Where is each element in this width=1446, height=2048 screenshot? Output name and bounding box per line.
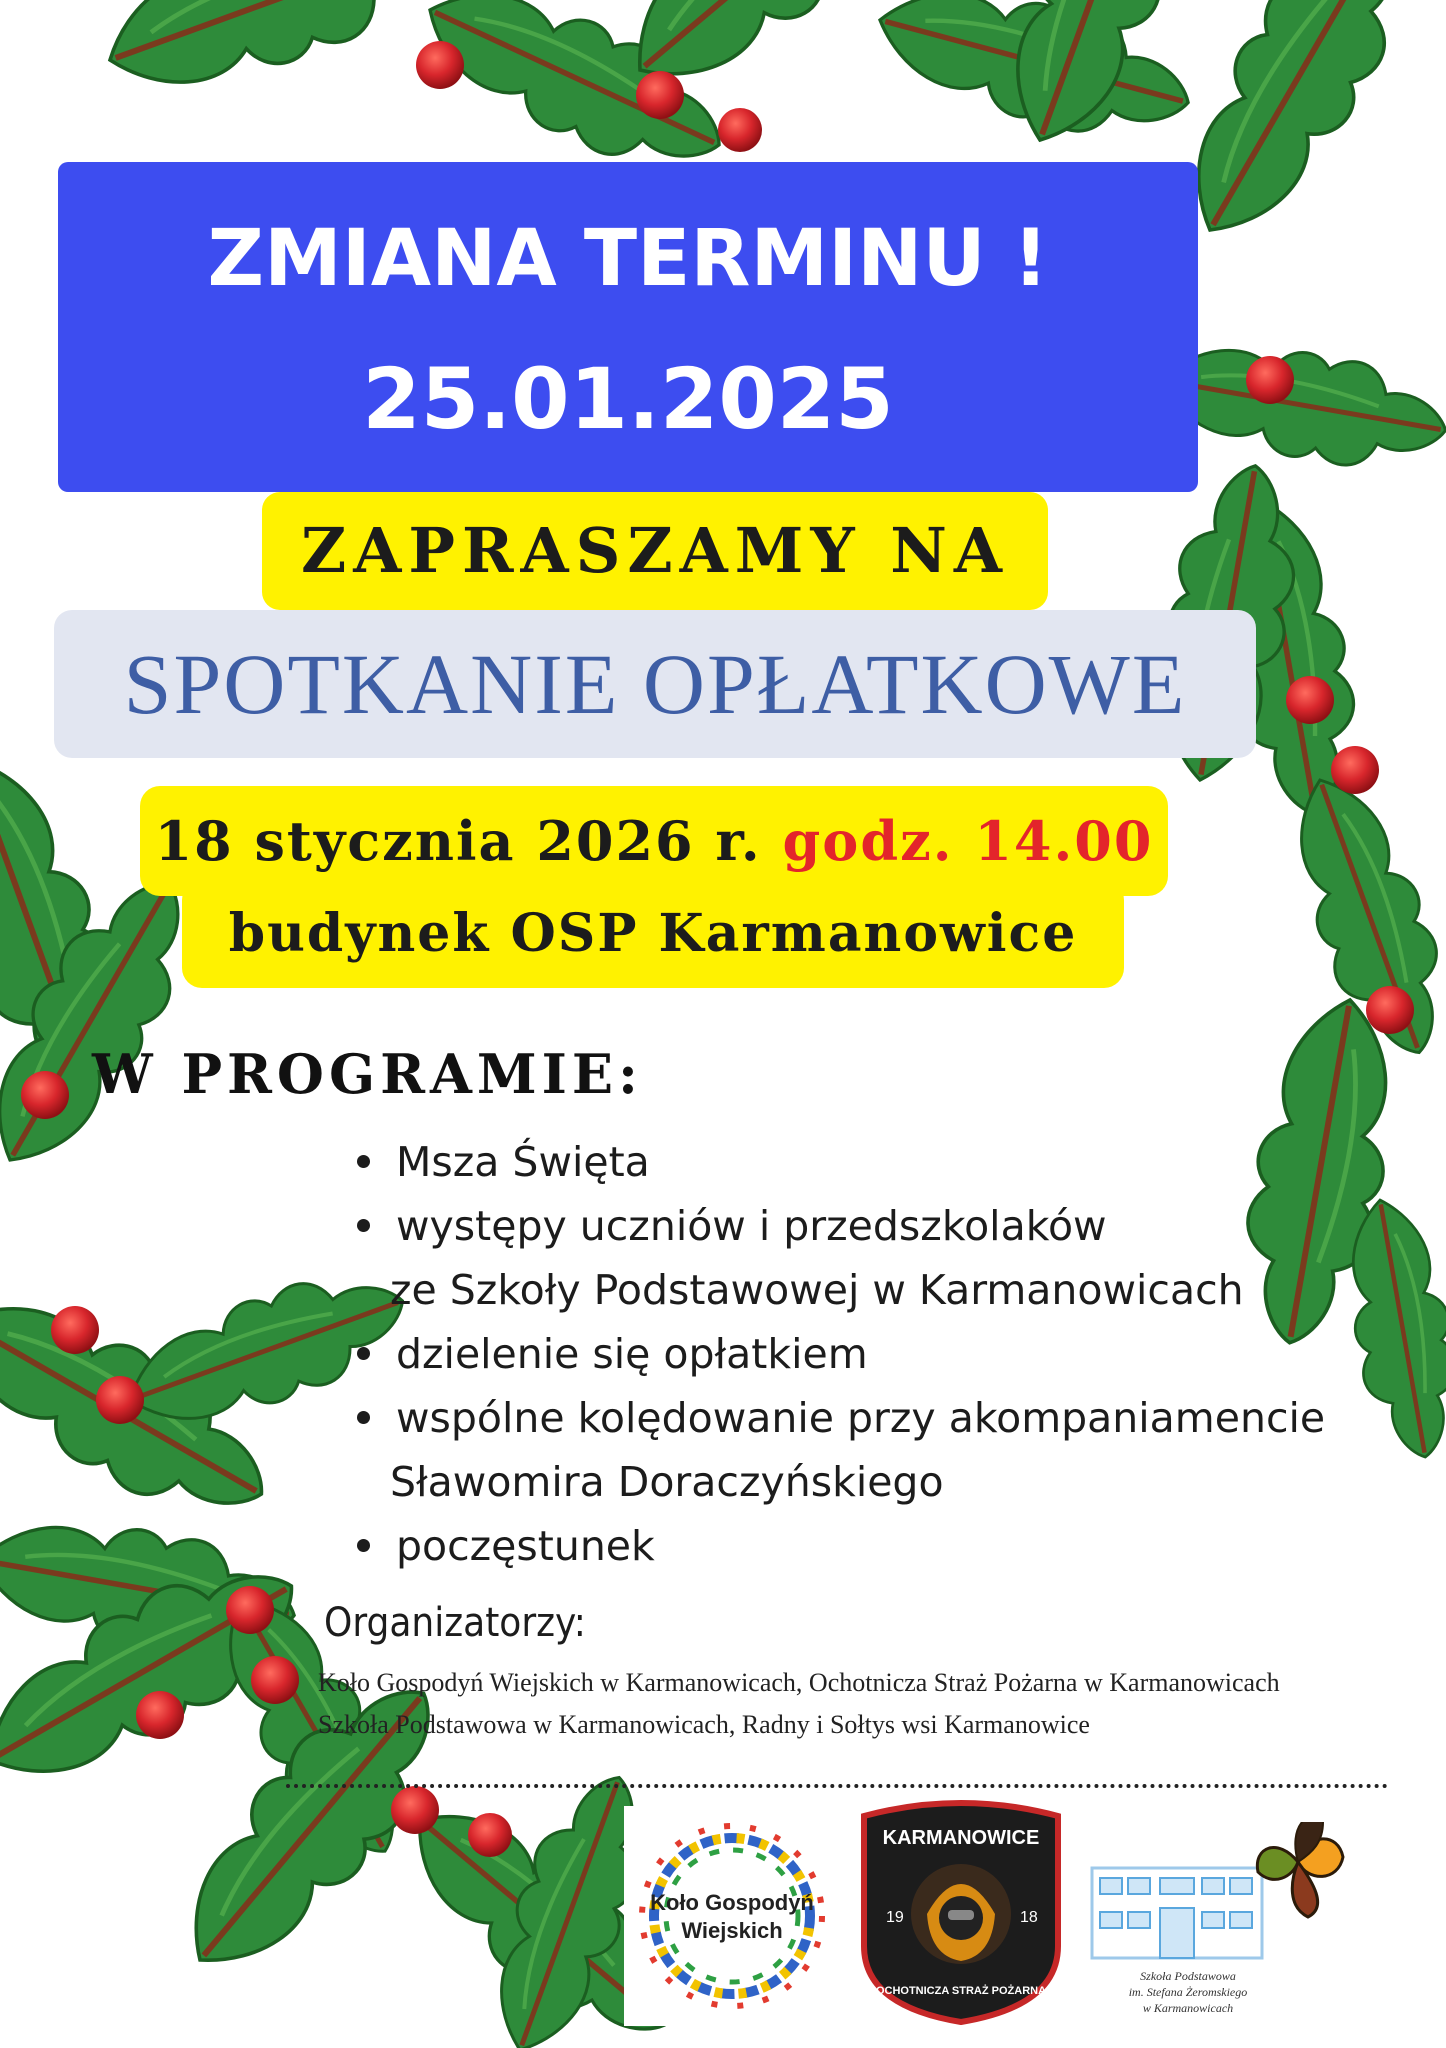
- osp-logo-year-right: 18: [1020, 1909, 1038, 1926]
- event-venue: budynek OSP Karmanowice: [228, 903, 1078, 964]
- bullet-icon: [357, 1539, 370, 1552]
- school-logo: [1088, 1822, 1358, 2022]
- list-item: [352, 1386, 1412, 1514]
- kgw-logo: [624, 1806, 840, 2026]
- program-list: [352, 1130, 1412, 1578]
- list-item: [352, 1194, 1412, 1322]
- kgw-logo-line2: Wiejskich: [681, 1918, 783, 1943]
- new-date: 25.01.2025: [362, 350, 894, 448]
- bullet-icon: [357, 1219, 370, 1232]
- list-item: [352, 1130, 1412, 1194]
- list-item-text: poczęstunek: [396, 1522, 655, 1570]
- list-item-text-cont: Sławomira Doraczyńskiego: [390, 1458, 944, 1506]
- list-item: [352, 1514, 1412, 1578]
- list-item-text: Msza Święta: [396, 1138, 650, 1186]
- osp-logo-year-left: 19: [886, 1909, 904, 1926]
- list-item: [352, 1322, 1412, 1386]
- school-logo-line2: im. Stefana Żeromskiego: [1128, 1985, 1248, 1999]
- bullet-icon: [357, 1411, 370, 1424]
- osp-logo-bottom: OCHOTNICZA STRAŻ POŻARNA: [875, 1985, 1047, 1997]
- bullet-icon: [357, 1155, 370, 1168]
- organizers-heading: Organizatorzy:: [324, 1600, 586, 1646]
- event-title: SPOTKANIE OPŁATKOWE: [54, 610, 1256, 758]
- list-item-text: występy uczniów i przedszkolaków: [396, 1202, 1107, 1250]
- list-item-text: dzielenie się opłatkiem: [396, 1330, 868, 1378]
- organizers-line-2: Szkoła Podstawowa w Karmanowicach, Radny i Sołtys wsi Karmanowice: [318, 1710, 1090, 1739]
- school-logo-line3: w Karmanowicach: [1142, 2001, 1234, 2015]
- program-heading: W PROGRAMIE:: [92, 1042, 643, 1106]
- kgw-logo-line1: Koło Gospodyń: [650, 1890, 814, 1915]
- list-item-text: wspólne kolędowanie przy akompaniamencie: [396, 1394, 1326, 1442]
- event-date: 18 stycznia 2026 r.: [154, 809, 762, 873]
- date-change-heading: ZMIANA TERMINU !: [207, 214, 1049, 304]
- divider: [286, 1784, 1388, 1788]
- osp-logo-top: KARMANOWICE: [882, 1827, 1040, 1849]
- list-item-text-cont: ze Szkoły Podstawowej w Karmanowicach: [390, 1266, 1244, 1314]
- osp-karmanowice-logo: [852, 1796, 1070, 2026]
- event-time: godz. 14.00: [782, 809, 1154, 873]
- bullet-icon: [357, 1347, 370, 1360]
- organizers-line-1: Koło Gospodyń Wiejskich w Karmanowicach, Ochotnicza Straż Pożarna w Karmanowicach: [318, 1668, 1280, 1697]
- school-logo-line1: Szkoła Podstawowa: [1140, 1969, 1236, 1983]
- date-change-banner: [58, 162, 1198, 492]
- invite-label: ZAPRASZAMY NA: [262, 492, 1048, 610]
